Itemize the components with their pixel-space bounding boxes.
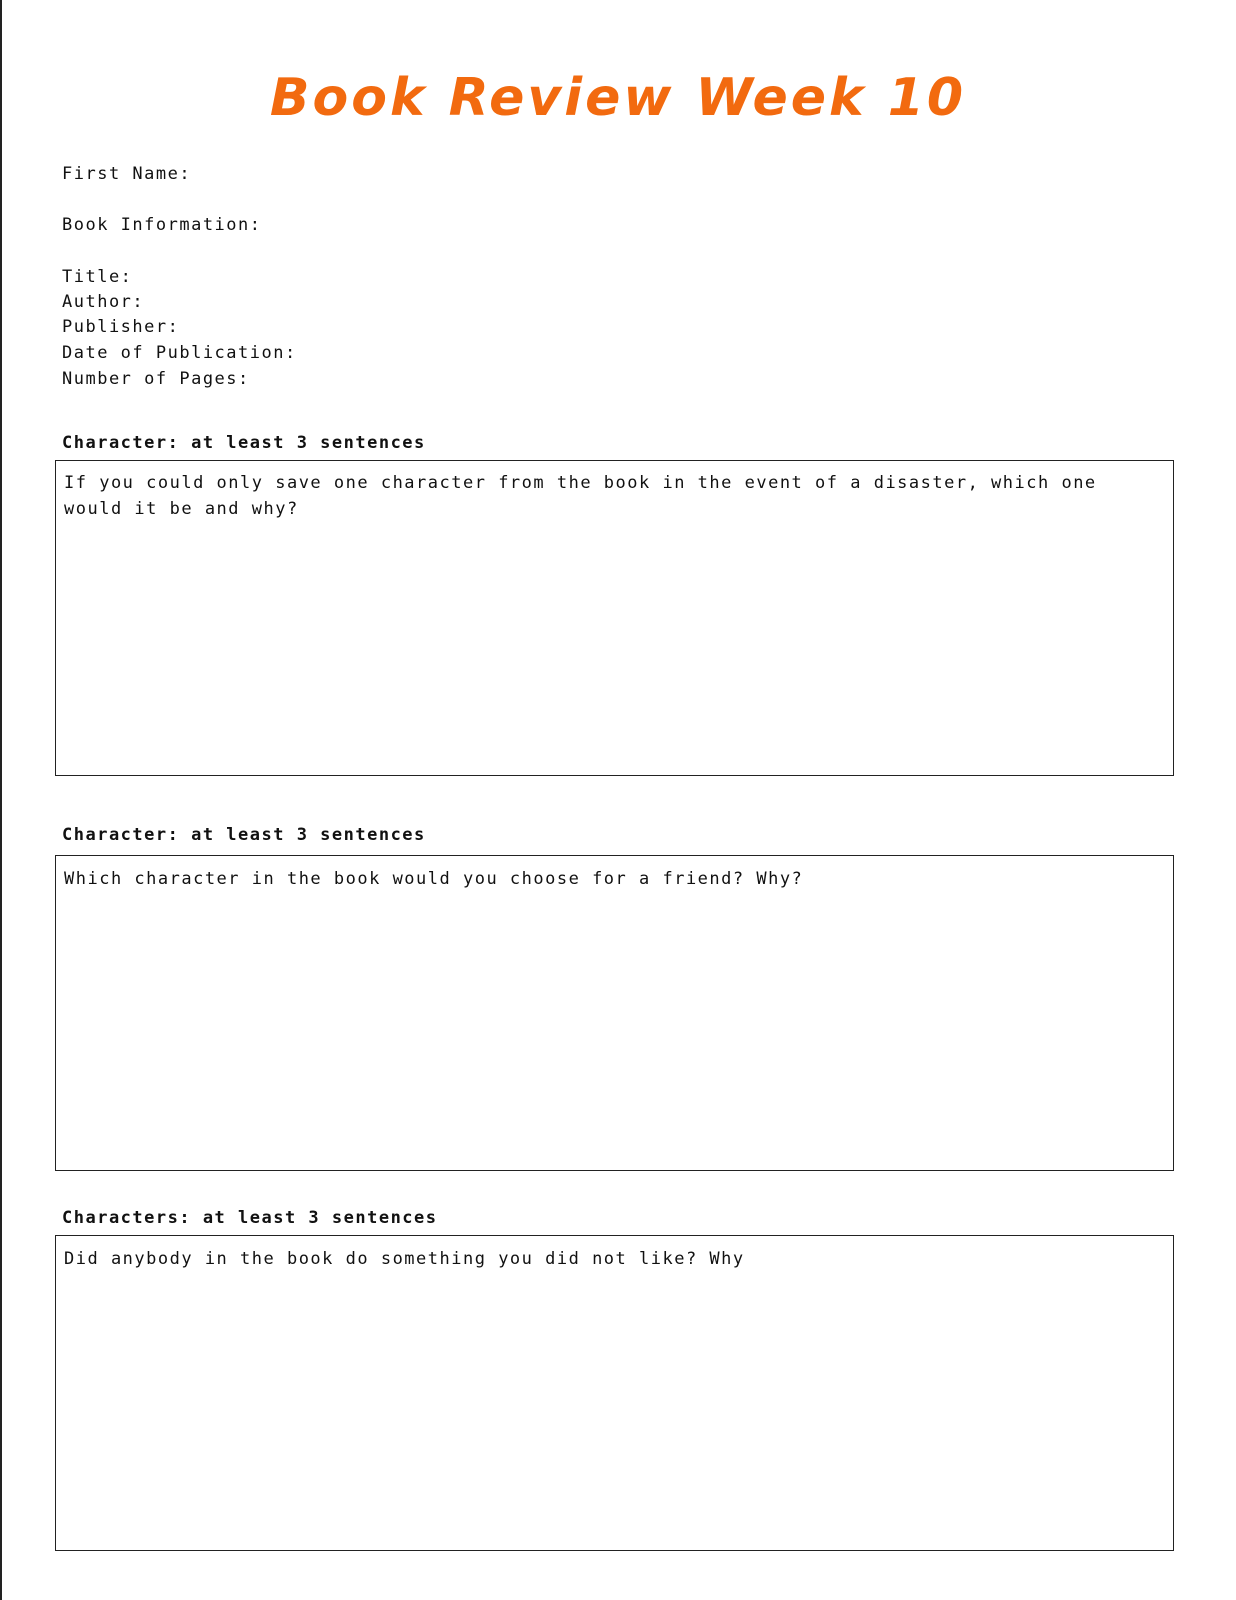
book-information-label: Book Information: [62, 215, 262, 235]
section-3-prompt: Did anybody in the book do something you did not like? Why [64, 1249, 745, 1269]
section-3-label: Characters: at least 3 sentences [62, 1208, 438, 1228]
section-2-answer-box[interactable] [55, 855, 1174, 1171]
section-1-prompt: If you could only save one character from the book in the event of a disaster, which one would it be and why? [64, 473, 1097, 519]
section-3-answer-box[interactable] [55, 1235, 1174, 1551]
section-1-answer-box[interactable] [55, 460, 1174, 776]
publisher-label: Publisher: [62, 317, 180, 337]
section-1-label: Character: at least 3 sentences [62, 433, 426, 453]
title-label: Title: [62, 267, 133, 287]
page-title: Book Review Week 10 [269, 68, 967, 128]
page-edge-line [0, 0, 2, 1600]
section-2-label: Character: at least 3 sentences [62, 825, 426, 845]
date-of-publication-label: Date of Publication: [62, 343, 297, 363]
number-of-pages-label: Number of Pages: [62, 369, 250, 389]
section-2-prompt: Which character in the book would you choose for a friend? Why? [64, 869, 804, 889]
first-name-label: First Name: [62, 164, 192, 184]
author-label: Author: [62, 292, 145, 312]
